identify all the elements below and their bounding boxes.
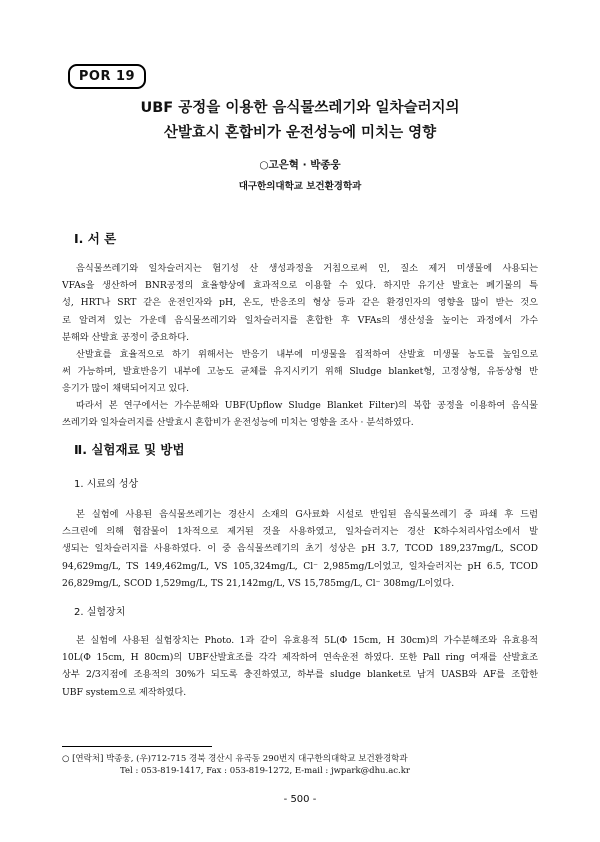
footnote-contact: ○ [연락처] 박종웅, (우)712-715 경북 경산시 유곡동 290번지 대구한의대학교 보건환경학과	[62, 754, 408, 764]
affiliation: 대구한의대학교 보건환경학과	[238, 181, 362, 192]
section-heading-intro: Ⅰ. 서 론	[74, 231, 117, 246]
authors: ○고은혁 · 박종웅	[259, 159, 341, 171]
page-number: - 500 -	[283, 794, 317, 805]
text-line: 분해와 산발효 공정이 중요하다.	[62, 331, 190, 343]
text-line: 성, HRT나 SRT 같은 운전인자와 pH, 온도, 반응조의 형상 등과 같은 환경인자의 영향을 많이 받는 것으	[62, 297, 538, 309]
title-line-1: UBF 공정을 이용한 음식물쓰레기와 일차슬러지의	[140, 100, 460, 116]
text-line: 써 가능하며, 발효반응기 내부에 고농도 균체를 유지시키기 위해 Sludge blanket형, 고정상형, 유동상형 반	[62, 366, 538, 378]
intro-paragraph-1	[62, 260, 538, 346]
text-line: 상부 2/3지점에 조용적의 30%가 되도록 충진하였고, 하부를 sludge blanket로 남겨 UASB와 AF를 조합한	[62, 669, 538, 681]
text-line: 따라서 본 연구에서는 가수분해와 UBF(Upflow Sludge Blanket Filter)의 복합 공정을 이용하여 음식물	[76, 400, 538, 411]
text-line: UBF system으로 제작하였다.	[62, 686, 187, 698]
text-line: VFAs을 생산하여 BNR공정의 효율향상에 효과적으로 이용할 수 있다. 하지만 유기산 발효는 폐기물의 특	[62, 280, 538, 292]
intro-paragraph-3	[62, 397, 538, 431]
text-line: 94,629mg/L, TS 149,462mg/L, VS 105,324mg/L, Cl⁻ 2,985mg/L이었고, 일차슬러지는 pH 6.5, TCOD	[62, 560, 538, 572]
title-line-2: 산발효시 혼합비가 운전성능에 미치는 영향	[163, 125, 437, 141]
subsection-heading-sample: 1. 시료의 성상	[74, 479, 139, 490]
text-line: 10L(Φ 15cm, H 80cm)의 UBF산발효조를 각각 제작하여 연속운전 하였다. 또한 Pall ring 여재를 산발효조	[62, 652, 538, 664]
text-line: 쓰레기와 일차슬러지를 산발효시 혼합비가 운전성능에 미치는 영향을 조사 · 분석하였다.	[62, 417, 414, 429]
text-line: 본 실험에 사용된 음식물쓰레기는 경산시 소재의 G사료화 시설로 반입된 음식물쓰레기 중 파쇄 후 드럼	[76, 509, 538, 520]
footnote-divider	[62, 746, 212, 747]
text-line: 본 실험에 사용된 실험장치는 Photo. 1과 같이 유효용적 5L(Φ 15cm, H 30cm)의 가수분해조와 유효용적	[76, 635, 538, 646]
text-line: 응기가 많이 채택되어지고 있다.	[62, 383, 190, 395]
sample-paragraph	[62, 506, 538, 592]
intro-paragraph-2	[62, 346, 538, 398]
text-line: 음식물쓰레기와 일차슬러지는 혐기성 산 생성과정을 거침으로써 인, 질소 제거 미생물에 사용되는	[76, 263, 538, 274]
poster-badge: POR 19	[68, 64, 146, 89]
text-line: 로 알려져 있는 가운데 음식물쓰레기와 일차슬러지를 혼합한 후 VFAs의 생산성을 높이는 과정에서 가수	[62, 314, 538, 326]
subsection-heading-apparatus: 2. 실험장치	[74, 607, 126, 618]
section-heading-methods: Ⅱ. 실험재료 및 방법	[74, 442, 185, 457]
text-line: 산발효를 효율적으로 하기 위해서는 반응기 내부에 미생물을 집적하여 산발효 미생물 농도를 높임으로	[76, 349, 538, 360]
apparatus-paragraph	[62, 632, 538, 701]
text-line: 스크린에 의해 협잡물이 1차적으로 제거된 것을 사용하였고, 일차슬러지는 경산 K하수처리사업소에서 발	[62, 526, 538, 538]
text-line: 생되는 일차슬러지를 사용하였다. 이 중 음식물쓰레기의 초기 성상은 pH 3.7, TCOD 189,237mg/L, SCOD	[62, 543, 538, 555]
text-line: 26,829mg/L, SCOD 1,529mg/L, TS 21,142mg/L, VS 15,785mg/L, Cl⁻ 308mg/L이었다.	[62, 577, 455, 589]
footnote-tel-fax-email: Tel : 053-819-1417, Fax : 053-819-1272, E-mail : jwpark@dhu.ac.kr	[120, 766, 410, 776]
